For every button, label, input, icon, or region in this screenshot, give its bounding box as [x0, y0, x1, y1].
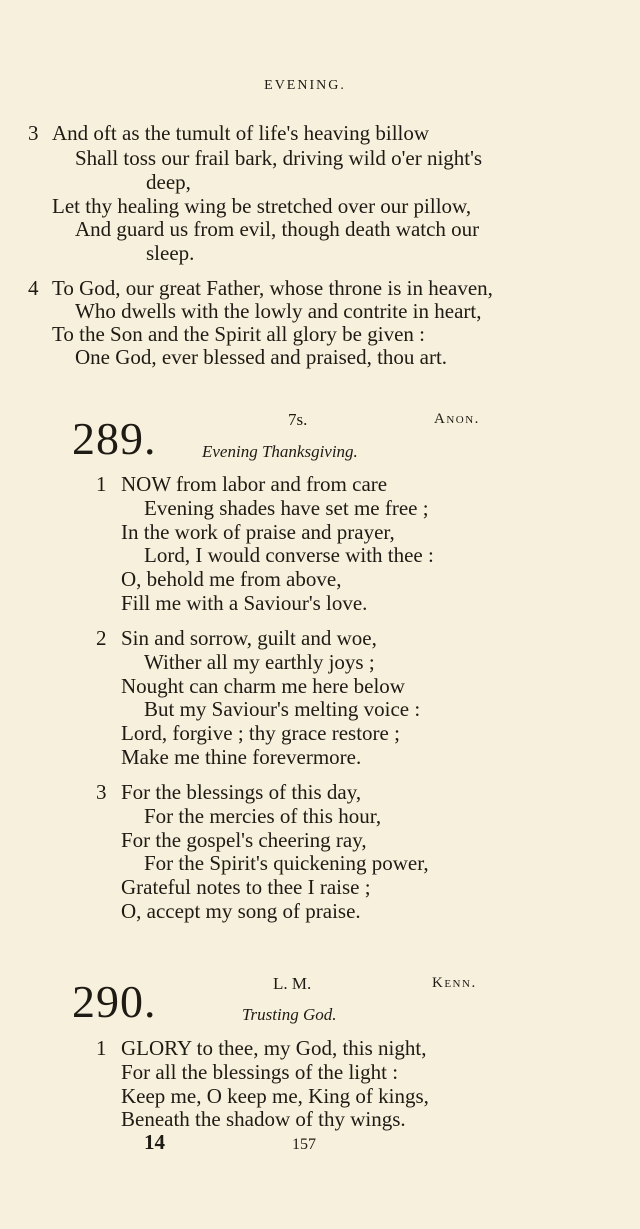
verse-line: sleep.: [146, 241, 195, 265]
verse-line: In the work of praise and prayer,: [121, 520, 395, 544]
verse-line: Keep me, O keep me, King of kings,: [121, 1084, 429, 1108]
hymn-author: Anon.: [434, 411, 480, 427]
verse-line: deep,: [146, 170, 191, 194]
stanza-number: 1: [96, 472, 107, 496]
verse-line: Let thy healing wing be stretched over our pillow,: [52, 194, 472, 218]
verse-line: One God, ever blessed and praised, thou art.: [75, 345, 448, 369]
page-number: 157: [292, 1136, 316, 1153]
running-head: EVENING.: [264, 78, 346, 93]
verse-line: GLORY to thee, my God, this night,: [121, 1036, 427, 1060]
hymn-author: Kenn.: [432, 975, 477, 991]
verse-line: Grateful notes to thee I raise ;: [121, 875, 371, 899]
verse-line: And oft as the tumult of life's heaving billow: [52, 121, 430, 145]
verse-line: Make me thine forevermore.: [121, 745, 362, 769]
verse-line: And guard us from evil, though death watch our: [75, 217, 480, 241]
signature-mark: 14: [144, 1130, 165, 1154]
hymn-meter: L. M.: [273, 974, 312, 993]
verse-line: O, accept my song of praise.: [121, 899, 361, 923]
verse-line: For the gospel's cheering ray,: [121, 828, 367, 852]
verse-line: Lord, I would converse with thee :: [144, 543, 434, 567]
verse-line: Sin and sorrow, guilt and woe,: [121, 626, 377, 650]
verse-line: For the Spirit's quickening power,: [144, 851, 429, 875]
verse-line: Shall toss our frail bark, driving wild o'er night's: [75, 146, 483, 170]
stanza-number: 2: [96, 626, 107, 650]
stanza-number: 4: [28, 276, 39, 300]
hymn-meter: 7s.: [288, 410, 308, 429]
verse-line: For all the blessings of the light :: [121, 1060, 399, 1084]
verse-line: Fill me with a Saviour's love.: [121, 591, 368, 615]
verse-line: O, behold me from above,: [121, 567, 342, 591]
stanza-number: 3: [28, 121, 39, 145]
stanza-number: 1: [96, 1036, 107, 1060]
verse-line: For the mercies of this hour,: [144, 804, 382, 828]
hymn-number: 289.: [72, 413, 157, 464]
verse-line: NOW from labor and from care: [121, 472, 388, 496]
verse-line: Wither all my earthly joys ;: [144, 650, 375, 674]
verse-line: But my Saviour's melting voice :: [144, 697, 421, 721]
hymn-title: Trusting God.: [242, 1005, 337, 1024]
stanza-number: 3: [96, 780, 107, 804]
verse-line: Evening shades have set me free ;: [144, 496, 429, 520]
verse-line: Lord, forgive ; thy grace restore ;: [121, 721, 400, 745]
verse-line: Beneath the shadow of thy wings.: [121, 1107, 406, 1131]
verse-line: Nought can charm me here below: [121, 674, 405, 698]
verse-line: For the blessings of this day,: [121, 780, 362, 804]
verse-line: To God, our great Father, whose throne is in heaven,: [52, 276, 493, 300]
hymn-number: 290.: [72, 976, 157, 1027]
hymn-title: Evening Thanksgiving.: [202, 442, 358, 461]
verse-line: Who dwells with the lowly and contrite in heart,: [75, 299, 482, 323]
verse-line: To the Son and the Spirit all glory be given :: [52, 322, 425, 346]
